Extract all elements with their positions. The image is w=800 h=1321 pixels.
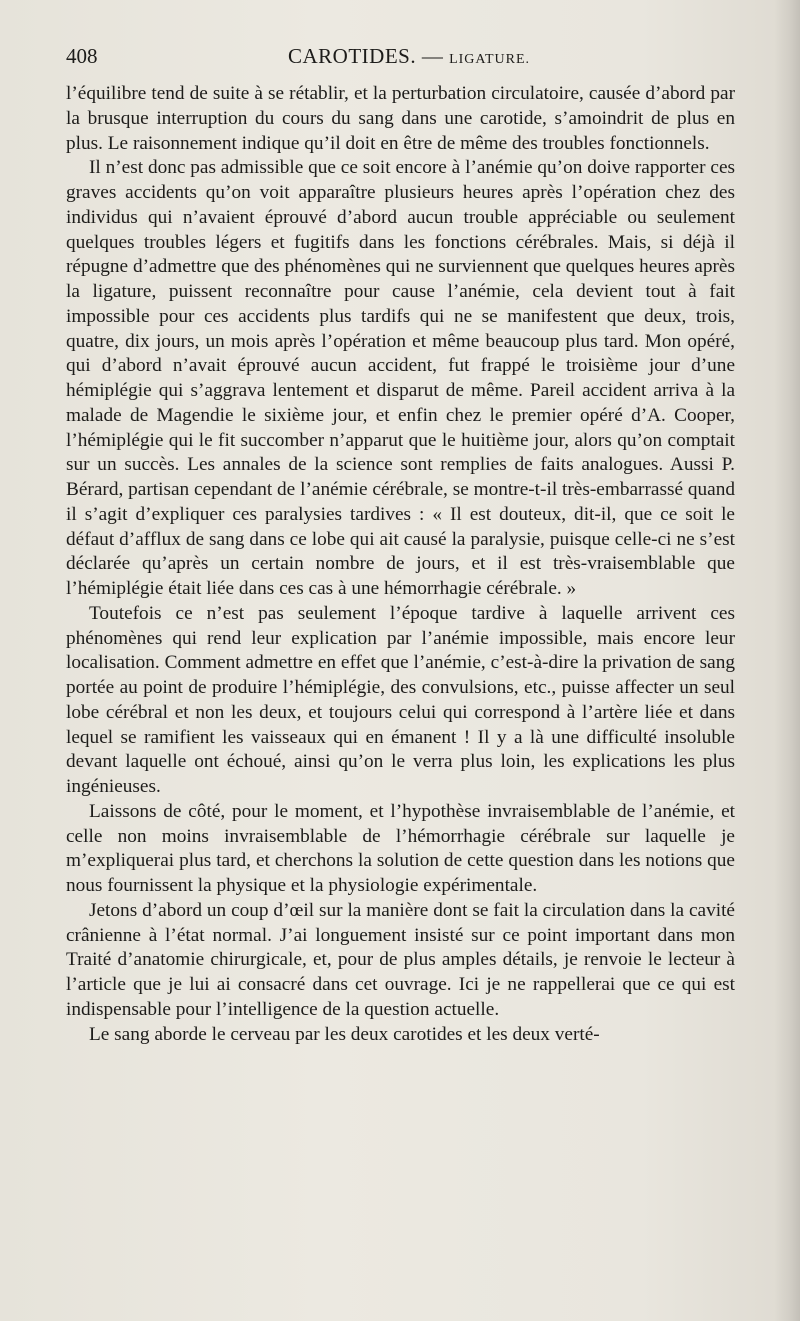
- running-head: [288, 44, 530, 69]
- paragraph: Laissons de côté, pour le moment, et l’hypothèse invraisemblable de l’anémie, et celle non moins invraisemblable de l’hémorrhagie cérébrale sur laquelle je m’expliquerai plus tard, et cherchons la solution de cette question dans les notions que nous fournissent la physique et la physiologie expérimentale.: [66, 800, 735, 896]
- paragraph: Toutefois ce n’est pas seulement l’époque tardive à laquelle arrivent ces phénomènes qui rend leur explication par l’anémie impossible, mais encore leur localisation. Comment admettre en effet que l’anémie, c’est-à-dire la privation de sang portée au point de produire l’hémiplégie, des convulsions, etc., puisse affecter un seul lobe cérébral et non les deux, et toujours celui qui correspond à l’artère liée et dans lequel se ramifient les vaisseaux qui en émanent ! Il y a là une difficulté insoluble devant laquelle ont échoué, ainsi qu’on le verra plus loin, les explications les plus ingénieuses.: [66, 602, 735, 797]
- running-title: CAROTIDES. —: [288, 44, 450, 68]
- paragraph: Jetons d’abord un coup d’œil sur la manière dont se fait la circulation dans la cavité crânienne à l’état normal. J’ai longuement insisté sur ce point important dans mon Traité d’anatomie chirurgicale, et, pour de plus amples détails, je renvoie le lecteur à l’article que je lui ai consacré dans cet ouvrage. Ici je ne rappellerai que ce qui est indispensable pour l’intelligence de la question actuelle.: [66, 899, 735, 1020]
- paragraph: l’équilibre tend de suite à se rétablir, et la perturbation circulatoire, causée d’abord par la brusque interruption du cours du sang dans une carotide, s’amoindrit de plus en plus. Le raisonnement indique qu’il doit en être de même des troubles fonctionnels.: [66, 83, 735, 154]
- page-header: [66, 44, 736, 74]
- page-number: 408: [66, 44, 98, 68]
- body-text: [66, 82, 735, 1047]
- paragraph: Le sang aborde le cerveau par les deux carotides et les deux verté-: [89, 1023, 600, 1045]
- running-subtitle: LIGATURE.: [449, 52, 531, 67]
- paragraph: Il n’est donc pas admissible que ce soit encore à l’anémie qu’on doive rapporter ces graves accidents qu’on voit apparaître plusieurs heures après l’opération chez des individus qui n’avaient éprouvé d’abord aucun trouble appréciable ou seulement quelques troubles légers et fugitifs dans les fonctions cérébrales. Mais, si déjà il répugne d’admettre que des phénomènes qui ne surviennent que quelques heures après la ligature, puissent reconnaître pour cause l’anémie, cela devient tout à fait impossible pour ces accidents plus tardifs qui ne se manifestent que deux, trois, quatre, dix jours, un mois après l’opération et même beaucoup plus tard. Mon opéré, qui d’abord n’avait éprouvé aucun accident, fut frappé le troisième jour d’une hémiplégie qui s’aggrava lentement et disparut de même. Pareil accident arriva à la malade de Magendie le sixième jour, et enfin chez le premier opéré d’A. Cooper, l’hémiplégie qui le fit succomber n’apparut que le huitième jour, alors qu’on comptait sur un succès. Les annales de la science sont remplies de faits analogues. Aussi P. Bérard, partisan cependant de l’anémie cérébrale, se montre-t-il très-embarrassé quand il s’agit d’expliquer ces paralysies tardives : « Il est douteux, dit-il, que ce soit le défaut d’afflux de sang dans ce lobe qui ait causé la paralysie, puisque celle-ci ne s’est déclarée qu’après un certain nombre de jours, et il est très-vraisemblable que l’hémiplégie était liée dans ces cas à une hémorrhagie cérébrale. »: [66, 157, 735, 599]
- page-edge-shadow: [774, 0, 800, 1321]
